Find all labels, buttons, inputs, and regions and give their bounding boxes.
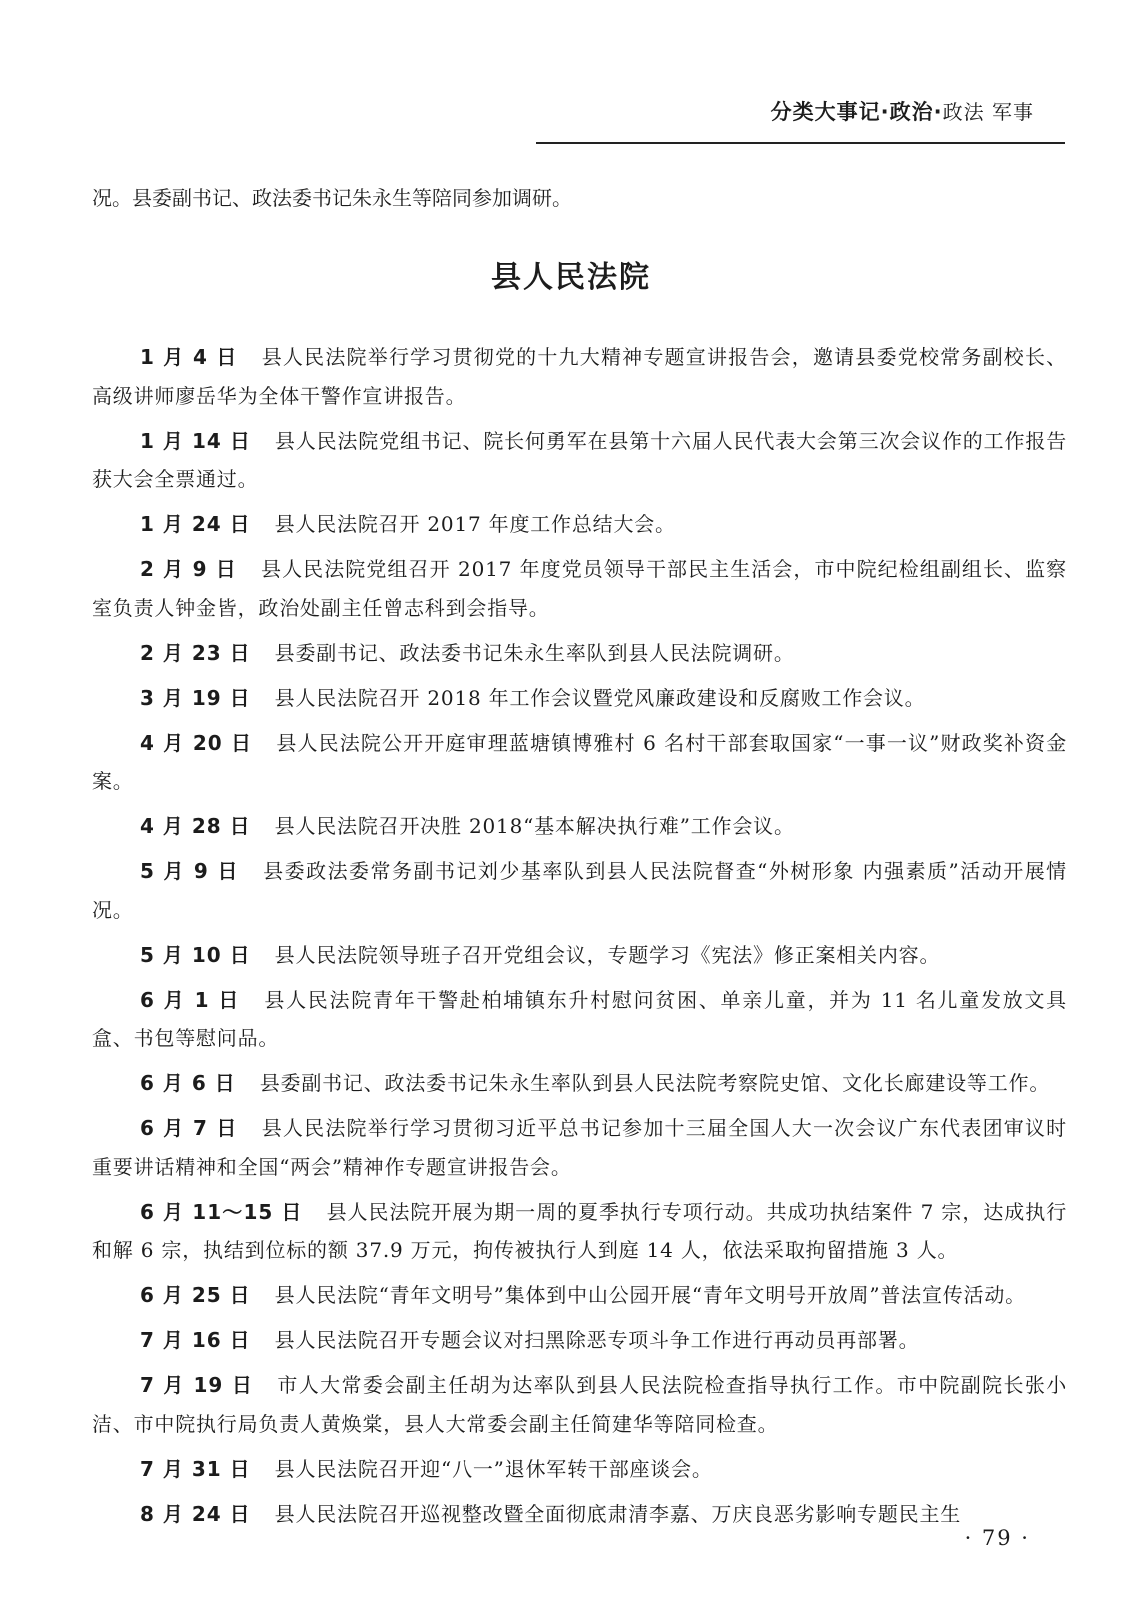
- continued-paragraph: 况。县委副书记、政法委书记朱永生等陪同参加调研。: [92, 186, 572, 210]
- event-text: 县人民法院党组书记、院长何勇军在县第十六届人民代表大会第三次会议作的工作报告获大会全票通过。: [92, 428, 1067, 491]
- event-date: 2 月 9 日: [140, 557, 238, 581]
- running-header-title: 分类大事记·政治·: [770, 100, 943, 124]
- event-entry: [92, 338, 1067, 415]
- event-entry: [92, 852, 1067, 929]
- running-header-subtitle: 政法 军事: [942, 100, 1034, 124]
- event-date: 7 月 31 日: [140, 1456, 251, 1481]
- event-date: 7 月 19 日: [140, 1373, 254, 1397]
- event-entry: [92, 1109, 1067, 1186]
- event-entry: [92, 550, 1067, 627]
- event-entry: [92, 1366, 1067, 1443]
- event-text: 市人大常委会副主任胡为达率队到县人民法院检查指导执行工作。市中院副院长张小洁、市中院执行局负责人黄焕棠，县人大常委会副主任简建华等陪同检查。: [92, 1373, 1067, 1436]
- event-date: 3 月 19 日: [140, 685, 251, 710]
- event-entry: [92, 634, 1067, 673]
- event-text: 县委政法委常务副书记刘少基率队到县人民法院督查“外树形象 内强素质”活动开展情况。: [92, 859, 1067, 922]
- event-date: 7 月 16 日: [140, 1328, 251, 1352]
- event-entry: [92, 807, 1067, 846]
- event-entry: [92, 1321, 1067, 1360]
- event-date: 6 月 7 日: [140, 1116, 238, 1140]
- event-text: 县人民法院召开专题会议对扫黑除恶专项斗争工作进行再动员再部署。: [274, 1328, 920, 1352]
- event-text: 县委副书记、政法委书记朱永生率队到县人民法院调研。: [274, 640, 795, 665]
- event-entry: [92, 936, 1067, 975]
- event-date: 1 月 14 日: [140, 428, 251, 453]
- event-text: 县委副书记、政法委书记朱永生率队到县人民法院考察院史馆、文化长廊建设等工作。: [259, 1071, 1051, 1095]
- header-rule: [536, 142, 1065, 144]
- event-text: 县人民法院召开 2018 年工作会议暨党风廉政建设和反腐败工作会议。: [274, 685, 926, 710]
- event-date: 1 月 24 日: [140, 512, 251, 536]
- event-text: 县人民法院开展为期一周的夏季执行专项行动。共成功执结案件 7 宗，达成执行和解 6 宗，执结到位标的额 37.9 万元，拘传被执行人到庭 14 人，依法采取拘留措施 3 人。: [92, 1199, 1068, 1262]
- section-title: 县人民法院: [491, 260, 651, 295]
- event-list: [92, 338, 1067, 1540]
- page-number: · 79 ·: [964, 1526, 1030, 1550]
- event-date: 4 月 20 日: [140, 730, 253, 755]
- event-date: 6 月 11～15 日: [140, 1199, 303, 1224]
- event-text: 县人民法院举行学习贯彻党的十九大精神专题宣讲报告会，邀请县委党校常务副校长、高级讲师廖岳华为全体干警作宣讲报告。: [92, 345, 1067, 408]
- event-date: 6 月 6 日: [140, 1071, 236, 1095]
- event-date: 5 月 9 日: [140, 859, 240, 883]
- event-date: 2 月 23 日: [140, 640, 251, 665]
- event-entry: [92, 1064, 1067, 1103]
- event-text: 县人民法院领导班子召开党组会议，专题学习《宪法》修正案相关内容。: [274, 942, 941, 967]
- event-entry: [92, 422, 1067, 499]
- event-date: 5 月 10 日: [140, 942, 251, 967]
- event-text: 县人民法院青年干警赴柏埔镇东升村慰问贫困、单亲儿童，并为 11 名儿童发放文具盒、书包等慰问品。: [92, 987, 1067, 1050]
- event-date: 8 月 24 日: [140, 1501, 251, 1526]
- event-entry: [92, 724, 1067, 801]
- event-date: 6 月 1 日: [140, 987, 241, 1012]
- event-text: 县人民法院“青年文明号”集体到中山公园开展“青年文明号开放周”普法宣传活动。: [274, 1283, 1026, 1307]
- event-date: 6 月 25 日: [140, 1283, 251, 1307]
- event-entry: [92, 679, 1067, 718]
- event-entry: [92, 505, 1067, 544]
- running-header: [771, 96, 1034, 126]
- event-text: 县人民法院召开 2017 年度工作总结大会。: [274, 512, 676, 536]
- event-text: 县人民法院举行学习贯彻习近平总书记参加十三届全国人大一次会议广东代表团审议时重要讲话精神和全国“两会”精神作专题宣讲报告会。: [92, 1116, 1067, 1179]
- event-text: 县人民法院召开决胜 2018“基本解决执行难”工作会议。: [274, 814, 795, 838]
- event-entry: [92, 1276, 1067, 1315]
- event-text: 县人民法院公开开庭审理蓝塘镇博雅村 6 名村干部套取国家“一事一议”财政奖补资金案。: [92, 730, 1068, 793]
- event-text: 县人民法院召开巡视整改暨全面彻底肃清李嘉、万庆良恶劣影响专题民主生: [274, 1501, 962, 1526]
- event-entry: [92, 1495, 1067, 1534]
- event-date: 1 月 4 日: [140, 345, 238, 369]
- event-entry: [92, 1450, 1067, 1489]
- event-entry: [92, 1193, 1067, 1270]
- event-date: 4 月 28 日: [140, 814, 251, 838]
- event-text: 县人民法院党组召开 2017 年度党员领导干部民主生活会，市中院纪检组副组长、监察室负责人钟金皆，政治处副主任曾志科到会指导。: [92, 557, 1067, 620]
- event-text: 县人民法院召开迎“八一”退休军转干部座谈会。: [274, 1456, 713, 1481]
- event-entry: [92, 981, 1067, 1058]
